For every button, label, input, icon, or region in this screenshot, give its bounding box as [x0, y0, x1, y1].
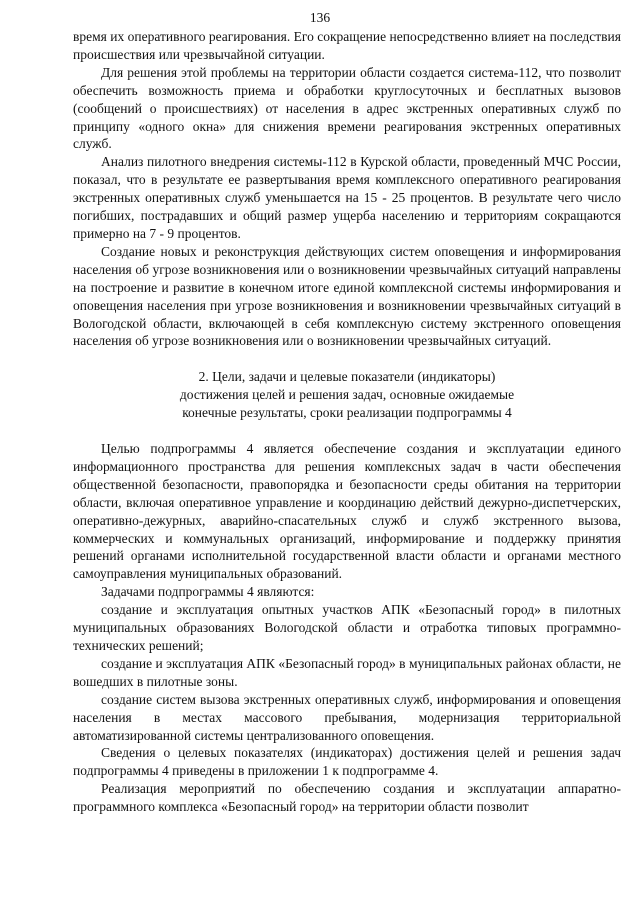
paragraph-indicators: Сведения о целевых показателях (индикаторах) достижения целей и решения задач подпрограммы 4 приведены в приложении 1 к подпрограмме 4. — [73, 745, 621, 779]
paragraph-system-112: Для решения этой проблемы на территории области создается система-112, что позволит обеспечить возможность приема и обработки круглосуточных и бесплатных вызовов (сообщений о происшествиях) от населения в адрес экстренных оперативных служб по принципу «одного окна» для снижения времени реагирования экстренных оперативных служб. — [73, 64, 621, 152]
document-body — [73, 28, 621, 816]
section-heading-line: конечные результаты, сроки реализации подпрограммы 4 — [182, 405, 512, 421]
section-heading-line: достижения целей и решения задач, основные ожидаемые — [179, 387, 515, 403]
paragraph-task-districts: создание и эксплуатация АПК «Безопасный город» в муниципальных районах области, не вошедших в пилотные зоны. — [73, 655, 621, 689]
paragraph-task-systems: создание систем вызова экстренных оперативных служб, информирования и оповещения населения в местах массового пребывания, модернизация территориальной автоматизированной системы централизованного оповещения. — [73, 691, 621, 743]
paragraph-warning-systems: Создание новых и реконструкция действующих систем оповещения и информирования населения об угрозе возникновения или о возникновении чрезвычайных ситуаций направлены на построение и развитие в конечном итоге единой комплексной системы информирования и оповещения населения при угрозе возникновения и возникновении чрезвычайных ситуаций в Вологодской области, включающей в себя комплексную систему экстренного оповещения населения об угрозе возникновения или о возникновении чрезвычайных ситуаций. — [73, 243, 621, 349]
paragraph-continuation: время их оперативного реагирования. Его сокращение непосредственно влияет на последствия происшествия или чрезвычайной ситуации. — [73, 29, 621, 62]
paragraph-goal: Целью подпрограммы 4 является обеспечение создания и эксплуатации единого информационного пространства для решения комплексных задач в части обеспечения общественной безопасности, правопорядка и безопасности среды обитания на территории области, включая оперативное управление и координацию действий дежурно-диспетчерских, оперативно-дежурных, аварийно-спасательных служб и служб экстренного вызова, коммерческих и коммунальных организаций, информирование и поддержку принятия решений органами исполнительной государственной власти области и органами местного самоуправления муниципальных образований. — [73, 441, 621, 582]
page-number: 136 — [309, 10, 331, 25]
section-heading-line: 2. Цели, задачи и целевые показатели (индикаторы) — [198, 369, 496, 385]
paragraph-task-pilot: создание и эксплуатация опытных участков АПК «Безопасный город» в пилотных муниципальных образованиях Вологодской области и отработка типовых программно-технических решений; — [73, 602, 621, 653]
paragraph-tasks-intro: Задачами подпрограммы 4 являются: — [101, 584, 315, 600]
paragraph-implementation: Реализация мероприятий по обеспечению создания и эксплуатации аппаратно-программного комплекса «Безопасный город» на территории области позволит — [73, 781, 621, 815]
paragraph-kursk-analysis: Анализ пилотного внедрения системы-112 в Курской области, проведенный МЧС России, показал, что в результате ее развертывания время комплексного оперативного реагирования экстренных оперативных служб уменьшается на 15 - 25 процентов. В результате чего число погибших, пострадавших и общий размер ущерба населению и территориям сокращаются примерно на 7 - 9 процентов. — [73, 154, 621, 241]
section-heading — [73, 368, 621, 422]
